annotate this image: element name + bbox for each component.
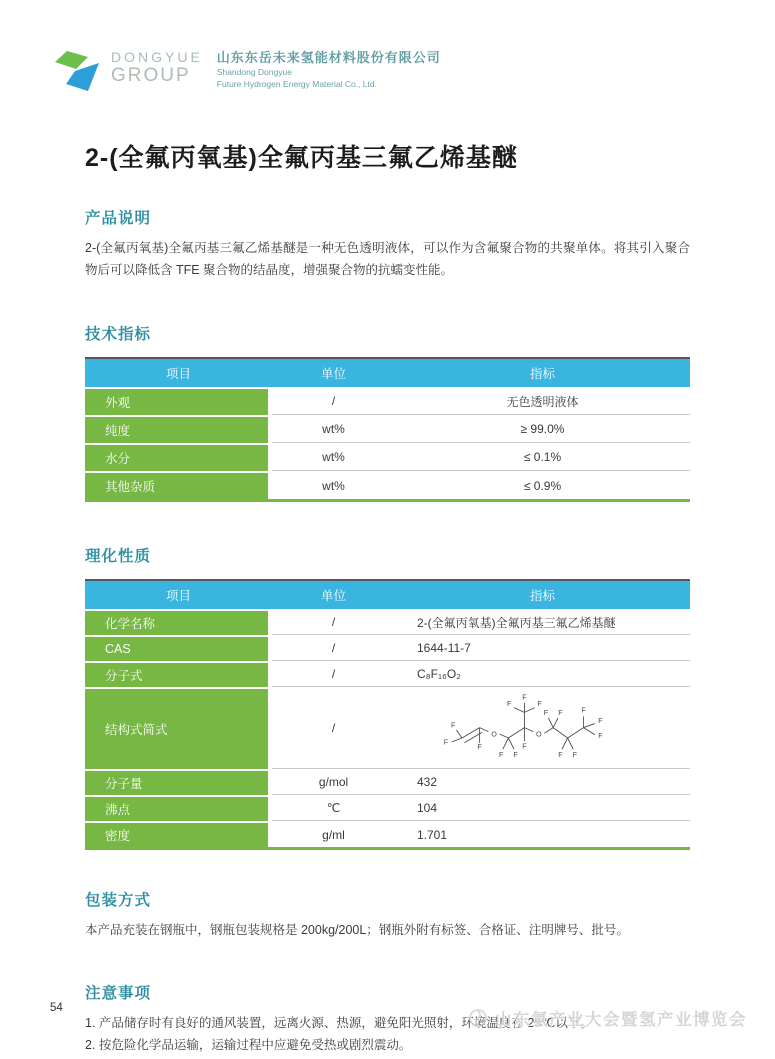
row-value: 无色透明液体 — [395, 389, 690, 415]
table-row — [85, 637, 690, 661]
tech-header-item: 项目 — [165, 366, 191, 381]
svg-text:F: F — [558, 750, 563, 760]
company-name-cn: 山东东岳未来氢能材料股份有限公司 — [216, 50, 441, 65]
svg-text:F: F — [451, 720, 456, 730]
physical-properties-table — [85, 579, 690, 850]
section-notes-heading: 注意事项 — [85, 984, 152, 1002]
phys-header-item: 项目 — [165, 588, 191, 603]
table-row — [85, 473, 690, 499]
product-title: 2-(全氟丙氧基)全氟丙基三氟乙烯基醚 — [85, 144, 518, 172]
note-item: 2. 按危险化学品运输，运输过程中应避免受热或剧烈震动。 — [85, 1038, 412, 1053]
section-tech-heading: 技术指标 — [85, 325, 152, 343]
row-label: 其他杂质 — [85, 473, 268, 499]
phys-table-header-row — [85, 581, 690, 609]
expo-logo-icon — [467, 1007, 489, 1029]
table-row — [85, 417, 690, 443]
row-label: CAS — [85, 637, 268, 661]
table-row — [85, 797, 690, 821]
section-description-body: 2-(全氟丙氧基)全氟丙基三氟乙烯基醚是一种无色透明液体，可以作为含氟聚合物的共聚单体。将其引入聚合物后可以降低含 TFE 聚合物的结晶度，增强聚合物的抗蠕变性能。 — [85, 241, 690, 278]
phys-header-value: 指标 — [529, 588, 555, 603]
row-unit: wt% — [322, 478, 345, 493]
row-label: 外观 — [85, 389, 268, 415]
footer-watermark — [467, 1006, 747, 1030]
row-unit: wt% — [272, 417, 395, 443]
row-unit: g/mol — [272, 771, 395, 795]
row-unit: / — [272, 611, 395, 635]
company-name-block — [217, 50, 441, 90]
svg-text:F: F — [598, 731, 603, 740]
row-value: ≤ 0.9% — [523, 478, 562, 493]
brand-header — [55, 50, 441, 92]
row-unit: wt% — [272, 445, 395, 471]
row-label: 密度 — [85, 823, 268, 847]
table-row — [85, 771, 690, 795]
row-value: ≤ 0.1% — [395, 445, 690, 471]
table-row — [85, 445, 690, 471]
row-value: 104 — [395, 797, 690, 821]
svg-text:F: F — [543, 707, 549, 717]
svg-text:F: F — [598, 715, 603, 725]
row-value: 432 — [395, 771, 690, 795]
svg-text:F: F — [522, 741, 527, 751]
tech-header-value: 指标 — [529, 366, 555, 381]
svg-text:F: F — [513, 750, 518, 760]
row-label: 分子量 — [85, 771, 268, 795]
svg-text:F: F — [537, 699, 542, 708]
footer-watermark-text: 山东氢产业大会暨氢产业博览会 — [495, 1011, 747, 1029]
section-phys-heading: 理化性质 — [85, 547, 152, 565]
chemical-structure-svg — [417, 690, 631, 766]
page-content — [85, 138, 690, 1057]
row-value: 1.701 — [417, 827, 448, 842]
svg-text:O: O — [536, 729, 542, 739]
table-row — [85, 823, 690, 847]
svg-text:O: O — [491, 729, 497, 739]
row-value: C₈F₁₆O₂ — [395, 663, 690, 687]
row-value: 2-(全氟丙氧基)全氟丙基三氟乙烯基醚 — [395, 611, 690, 635]
section-packaging — [85, 888, 690, 941]
row-label: 沸点 — [85, 797, 268, 821]
dongyue-logo-icon — [55, 50, 101, 92]
section-description — [85, 206, 690, 282]
tech-header-unit: 单位 — [320, 366, 346, 381]
row-unit: / — [272, 389, 395, 415]
tech-table-header-row — [85, 359, 690, 387]
svg-text:F: F — [499, 750, 504, 760]
table-row — [85, 611, 690, 635]
row-unit: / — [272, 689, 395, 769]
table-row — [85, 663, 690, 687]
row-unit: / — [272, 663, 395, 687]
section-description-heading: 产品说明 — [85, 210, 152, 227]
section-packaging-body: 本产品充装在钢瓶中，钢瓶包装规格是 200kg/200L；钢瓶外附有标签、合格证、注明牌号、批号。 — [85, 922, 629, 937]
row-label: 分子式 — [85, 663, 268, 687]
svg-text:F: F — [522, 692, 527, 702]
svg-text:F: F — [477, 742, 482, 752]
row-unit: g/ml — [322, 827, 345, 842]
table-row — [85, 389, 690, 415]
svg-text:F: F — [558, 707, 563, 717]
svg-text:F: F — [581, 705, 586, 715]
row-value: 1644-11-7 — [395, 637, 690, 661]
row-label: 化学名称 — [85, 611, 268, 635]
row-label: 结构式简式 — [85, 689, 268, 769]
note-item: 1. 产品储存时有良好的通风装置，远离火源、热源，避免阳光照射，环境温度在 25℃以下。 — [85, 1015, 593, 1030]
row-value: ≥ 99.0% — [395, 417, 690, 443]
section-tech-specs — [85, 322, 690, 502]
chemical-structure — [395, 689, 690, 769]
row-unit: ℃ — [272, 797, 395, 821]
section-physical-properties — [85, 544, 690, 850]
logo-wordmark-bottom: GROUP — [111, 65, 191, 86]
table-row-structure — [85, 689, 690, 769]
svg-text:F: F — [572, 750, 577, 760]
company-name-en-2: Future Hydrogen Energy Material Co., Ltd. — [216, 78, 377, 89]
logo-wordmark — [111, 50, 203, 85]
logo-wordmark-top: DONGYUE — [111, 49, 203, 65]
company-name-en-1: Shandong Dongyue — [216, 67, 292, 78]
row-label: 水分 — [85, 445, 268, 471]
row-label: 纯度 — [85, 417, 268, 443]
svg-text:F: F — [443, 737, 449, 747]
svg-text:F: F — [507, 699, 512, 708]
phys-header-unit: 单位 — [320, 588, 346, 603]
tech-specs-table — [85, 357, 690, 502]
section-packaging-heading: 包装方式 — [85, 891, 152, 909]
page-number: 54 — [50, 1002, 63, 1014]
row-unit: / — [272, 637, 395, 661]
